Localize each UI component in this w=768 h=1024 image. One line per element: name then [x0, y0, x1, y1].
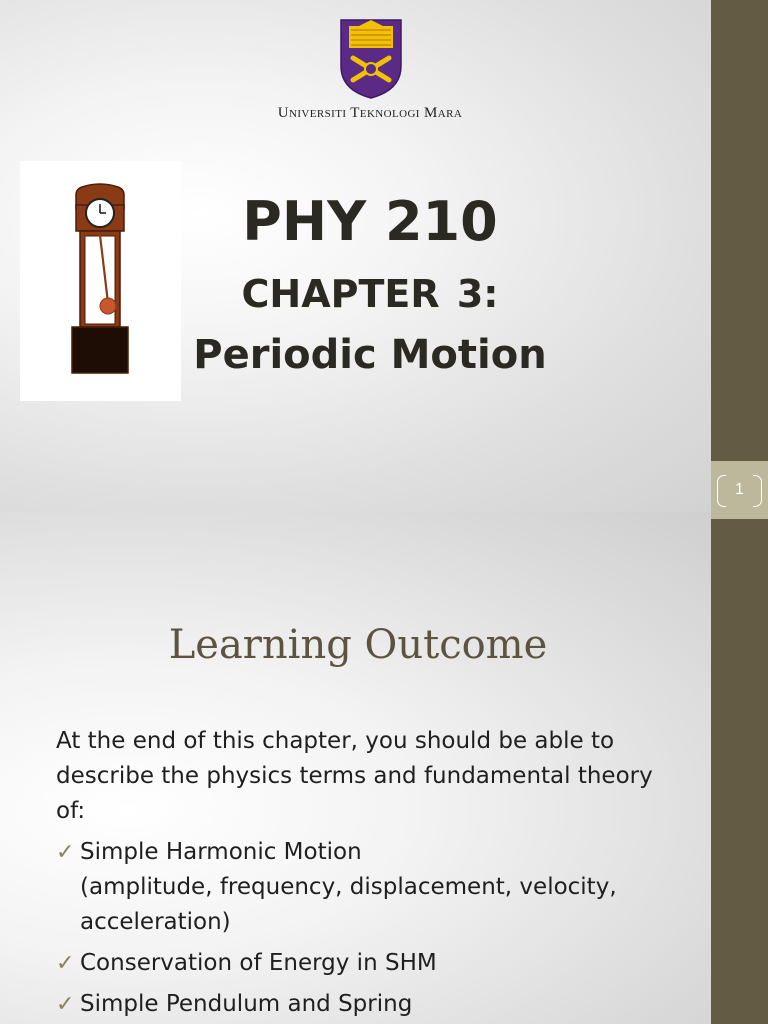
outcome-label: Simple Harmonic Motion [80, 839, 362, 865]
list-item [56, 945, 676, 981]
slide-body [56, 724, 676, 1024]
outcome-label: Simple Pendulum and Spring [80, 991, 413, 1017]
list-item [56, 986, 676, 1022]
chapter-heading: CHAPTER 3: [241, 272, 499, 316]
list-item [56, 834, 676, 940]
learning-outcome-slide [0, 512, 711, 1024]
checkmark-icon: ✓ [56, 951, 75, 976]
chapter-topic: Periodic Motion [193, 332, 547, 378]
checkmark-icon: ✓ [56, 840, 75, 865]
checkmark-icon: ✓ [56, 992, 75, 1017]
intro-text: At the end of this chapter, you should be able to describe the physics terms and fundamental theory of: [56, 728, 653, 824]
outcome-detail: (amplitude, frequency, displacement, velocity, acceleration) [80, 874, 617, 935]
page-number-tab [711, 461, 768, 519]
page-number: 1 [735, 481, 744, 498]
course-code: PHY 210 [242, 190, 498, 253]
outcome-label: Conservation of Energy in SHM [80, 950, 437, 976]
right-brace-icon [753, 475, 762, 507]
university-logo [339, 18, 403, 100]
outcome-list [56, 834, 676, 1022]
university-name: Universiti Teknologi Mara [277, 105, 463, 121]
title-slide [0, 0, 711, 512]
slide-title: Learning Outcome [168, 622, 548, 668]
